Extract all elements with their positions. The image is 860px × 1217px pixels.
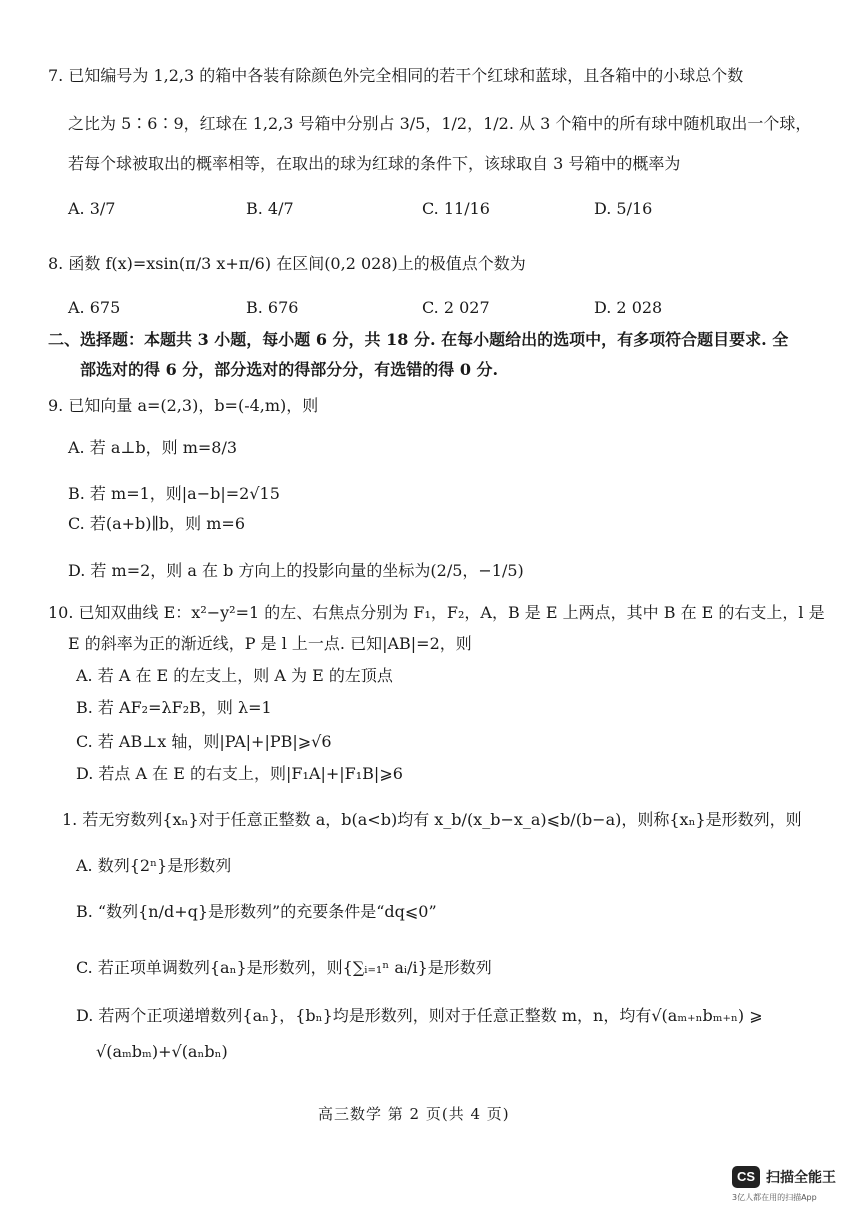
q7-option-a: A. 3/7 xyxy=(68,199,116,218)
q10-option-d: D. 若点 A 在 E 的右支上，则|F₁A|+|F₁B|⩾6 xyxy=(76,764,403,783)
section-2-heading-cont: 部选对的得 6 分，部分选对的得部分分，有选错的得 0 分. xyxy=(80,360,499,379)
q10-option-c: C. 若 AB⊥x 轴，则|PA|+|PB|⩾√6 xyxy=(76,732,332,751)
q11-option-d-cont: √(aₘbₘ)+√(aₙbₙ) xyxy=(96,1042,228,1061)
q7-line-3: 若每个球被取出的概率相等，在取出的球为红球的条件下，该球取自 3 号箱中的概率为 xyxy=(68,154,681,173)
page-footer: 高三数学 第 2 页(共 4 页) xyxy=(318,1105,510,1123)
q10-option-a: A. 若 A 在 E 的左支上，则 A 为 E 的左顶点 xyxy=(76,666,393,685)
q7-option-b: B. 4/7 xyxy=(246,199,294,218)
q7-option-d: D. 5/16 xyxy=(594,199,653,218)
q10-option-b: B. 若 AF₂=λF₂B，则 λ=1 xyxy=(76,698,272,717)
q10-line-1: 10. 已知双曲线 E：x²−y²=1 的左、右焦点分别为 F₁，F₂，A，B 是 E 上两点，其中 B 在 E 的右支上，l 是 xyxy=(48,603,825,622)
brand-tagline: 3亿人都在用的扫描App xyxy=(732,1193,817,1202)
q8-option-d: D. 2 028 xyxy=(594,298,663,317)
cs-logo-icon: CS xyxy=(732,1166,760,1188)
q9-option-b: B. 若 m=1，则|a−b|=2√15 xyxy=(68,484,280,503)
scanner-brand-logo xyxy=(732,1164,842,1208)
q9-option-a: A. 若 a⊥b，则 m=8/3 xyxy=(68,438,238,457)
q11-option-a: A. 数列{2ⁿ}是形数列 xyxy=(76,856,232,875)
q7-line-1: 7. 已知编号为 1,2,3 的箱中各装有除颜色外完全相同的若干个红球和蓝球，且各箱中的小球总个数 xyxy=(48,66,744,85)
q7-option-c: C. 11/16 xyxy=(422,199,490,218)
section-2-heading: 二、选择题：本题共 3 小题，每小题 6 分，共 18 分. 在每小题给出的选项中，有多项符合题目要求. 全 xyxy=(48,330,789,349)
q9-line-1: 9. 已知向量 a=(2,3)，b=(-4,m)，则 xyxy=(48,396,319,415)
q7-line-2: 之比为 5∶6∶9，红球在 1,2,3 号箱中分别占 3/5，1/2，1/2. 从 3 个箱中的所有球中随机取出一个球， xyxy=(68,114,812,133)
q10-line-2: E 的斜率为正的渐近线，P 是 l 上一点. 已知|AB|=2，则 xyxy=(68,634,472,653)
q8-option-b: B. 676 xyxy=(246,298,299,317)
q8-option-c: C. 2 027 xyxy=(422,298,490,317)
q11-line-1: 1. 若无穷数列{xₙ}对于任意正整数 a，b(a<b)均有 x_b/(x_b−x_a)⩽b/(b−a)，则称{xₙ}是形数列，则 xyxy=(62,810,802,829)
q11-option-b: B. “数列{n/d+q}是形数列”的充要条件是“dq⩽0” xyxy=(76,902,437,921)
q9-option-c: C. 若(a+b)∥b，则 m=6 xyxy=(68,514,245,533)
q11-option-c: C. 若正项单调数列{aₙ}是形数列，则{∑ᵢ₌₁ⁿ aᵢ/i}是形数列 xyxy=(76,958,492,977)
q11-option-d: D. 若两个正项递增数列{aₙ}，{bₙ}均是形数列，则对于任意正整数 m，n，均有√(aₘ₊ₙbₘ₊ₙ) ⩾ xyxy=(76,1006,763,1025)
q9-option-d: D. 若 m=2，则 a 在 b 方向上的投影向量的坐标为(2/5，−1/5) xyxy=(68,561,524,580)
q8-option-a: A. 675 xyxy=(68,298,121,317)
brand-name: 扫描全能王 xyxy=(766,1170,836,1186)
q8-line-1: 8. 函数 f(x)=xsin(π/3 x+π/6) 在区间(0,2 028)上的极值点个数为 xyxy=(48,254,526,273)
